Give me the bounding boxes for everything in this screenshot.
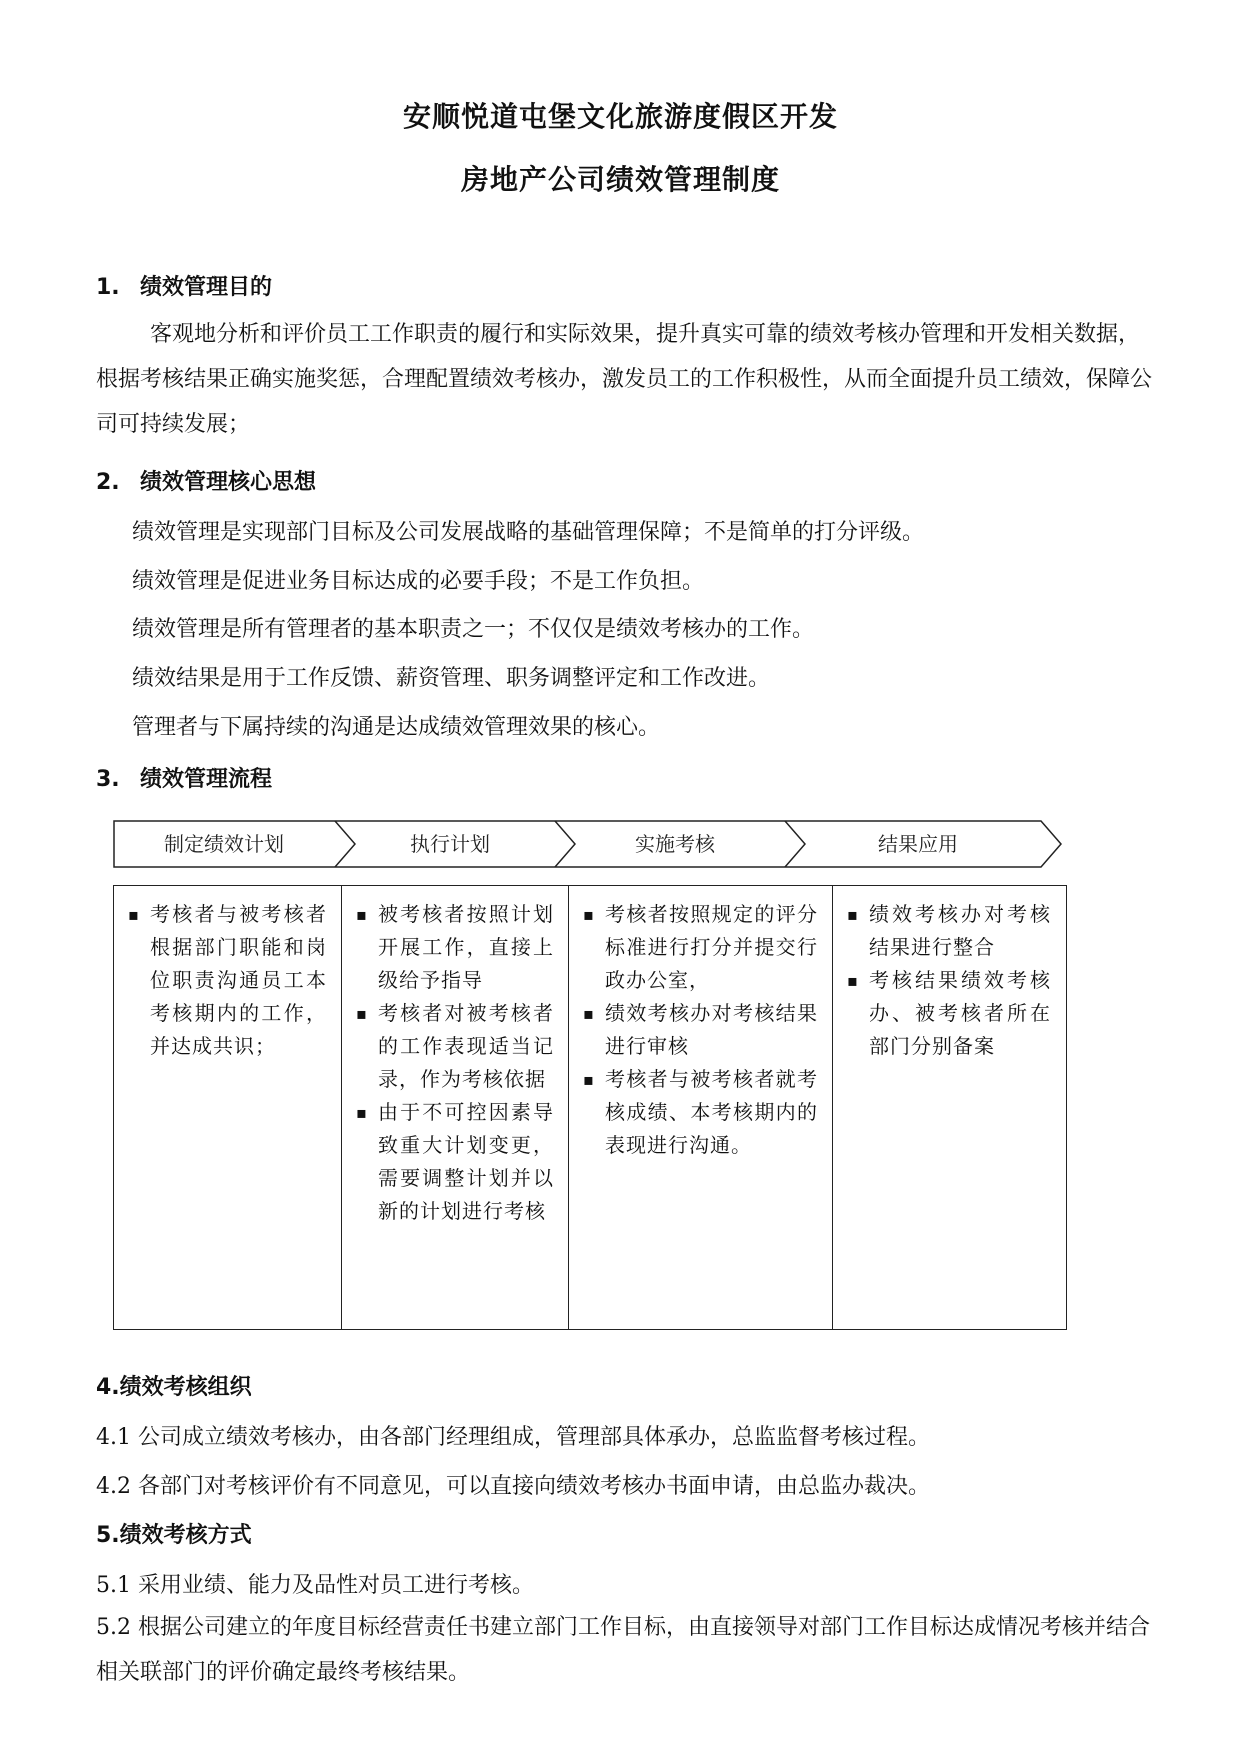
list-item: ▪ 考核者与被考核者根据部门职能和岗位职责沟通员工本考核期内的工作，并达成共识； <box>128 898 327 1063</box>
list-item: ▪ 绩效考核办对考核结果进行审核 <box>583 997 818 1063</box>
section5-heading: 5.绩效考核方式 <box>96 1523 252 1548</box>
list-item: ▪ 考核者对被考核者的工作表现适当记录，作为考核依据 <box>356 997 554 1096</box>
flow-step-plan: 制定绩效计划 <box>164 832 284 856</box>
process-flow <box>113 820 1063 868</box>
section1-number: 1. <box>96 275 120 300</box>
section5-item: 5.2 根据公司建立的年度目标经营责任书建立部门工作目标，由直接领导对部门工作目标达成情况考核并结合相关联部门的评价确定最终考核结果。 <box>96 1615 1150 1685</box>
core-idea-line: 绩效结果是用于工作反馈、薪资管理、职务调整评定和工作改进。 <box>132 666 771 691</box>
section4-item: 4.1 公司成立绩效考核办，由各部门经理组成，管理部具体承办，总监监督考核过程。 <box>96 1425 930 1450</box>
section3-heading <box>96 762 272 793</box>
list-item: ▪ 由于不可控因素导致重大计划变更，需要调整计划并以新的计划进行考核 <box>356 1096 554 1228</box>
section4-item: 4.2 各部门对考核评价有不同意见，可以直接向绩效考核办书面申请，由总监办裁决。 <box>96 1474 930 1499</box>
core-idea-line: 管理者与下属持续的沟通是达成绩效管理效果的核心。 <box>132 715 661 740</box>
process-column-apply <box>832 886 1065 1329</box>
section2-heading <box>96 465 316 496</box>
list-item: ▪ 考核结果绩效考核办、被考核者所在部门分别备案 <box>847 964 1051 1063</box>
core-idea-line: 绩效管理是实现部门目标及公司发展战略的基础管理保障；不是简单的打分评级。 <box>132 520 925 545</box>
process-column-plan <box>114 886 341 1329</box>
section4-heading: 4.绩效考核组织 <box>96 1375 252 1400</box>
flow-step-assess: 实施考核 <box>635 832 715 856</box>
section3-number: 3. <box>96 767 120 792</box>
flow-step-apply: 结果应用 <box>878 832 958 856</box>
process-column-execute <box>341 886 568 1329</box>
list-item: ▪ 绩效考核办对考核结果进行整合 <box>847 898 1051 964</box>
doc-title-line2: 房地产公司绩效管理制度 <box>460 163 780 196</box>
section1-heading <box>96 270 272 301</box>
flow-step-execute: 执行计划 <box>410 832 490 856</box>
process-column-assess <box>568 886 832 1329</box>
process-detail-table <box>113 885 1067 1330</box>
list-item: ▪ 考核者与被考核者就考核成绩、本考核期内的表现进行沟通。 <box>583 1063 818 1162</box>
section5-item: 5.1 采用业绩、能力及品性对员工进行考核。 <box>96 1573 534 1598</box>
doc-title-line1: 安顺悦道屯堡文化旅游度假区开发 <box>402 100 838 133</box>
core-idea-line: 绩效管理是促进业务目标达成的必要手段；不是工作负担。 <box>132 569 705 594</box>
section2-title: 绩效管理核心思想 <box>140 470 317 495</box>
section1-paragraph: 客观地分析和评价员工工作职责的履行和实际效果，提升真实可靠的绩效考核办管理和开发相关数据，根据考核结果正确实施奖惩，合理配置绩效考核办，激发员工的工作积极性，从而全面提升员工绩效，保障公司可持续发展； <box>96 322 1153 437</box>
section1-title: 绩效管理目的 <box>140 275 273 300</box>
list-item: ▪ 被考核者按照计划开展工作，直接上级给予指导 <box>356 898 554 997</box>
core-idea-line: 绩效管理是所有管理者的基本职责之一；不仅仅是绩效考核办的工作。 <box>132 617 815 642</box>
section3-title: 绩效管理流程 <box>140 767 273 792</box>
section2-number: 2. <box>96 470 120 495</box>
list-item: ▪ 考核者按照规定的评分标准进行打分并提交行政办公室， <box>583 898 818 997</box>
